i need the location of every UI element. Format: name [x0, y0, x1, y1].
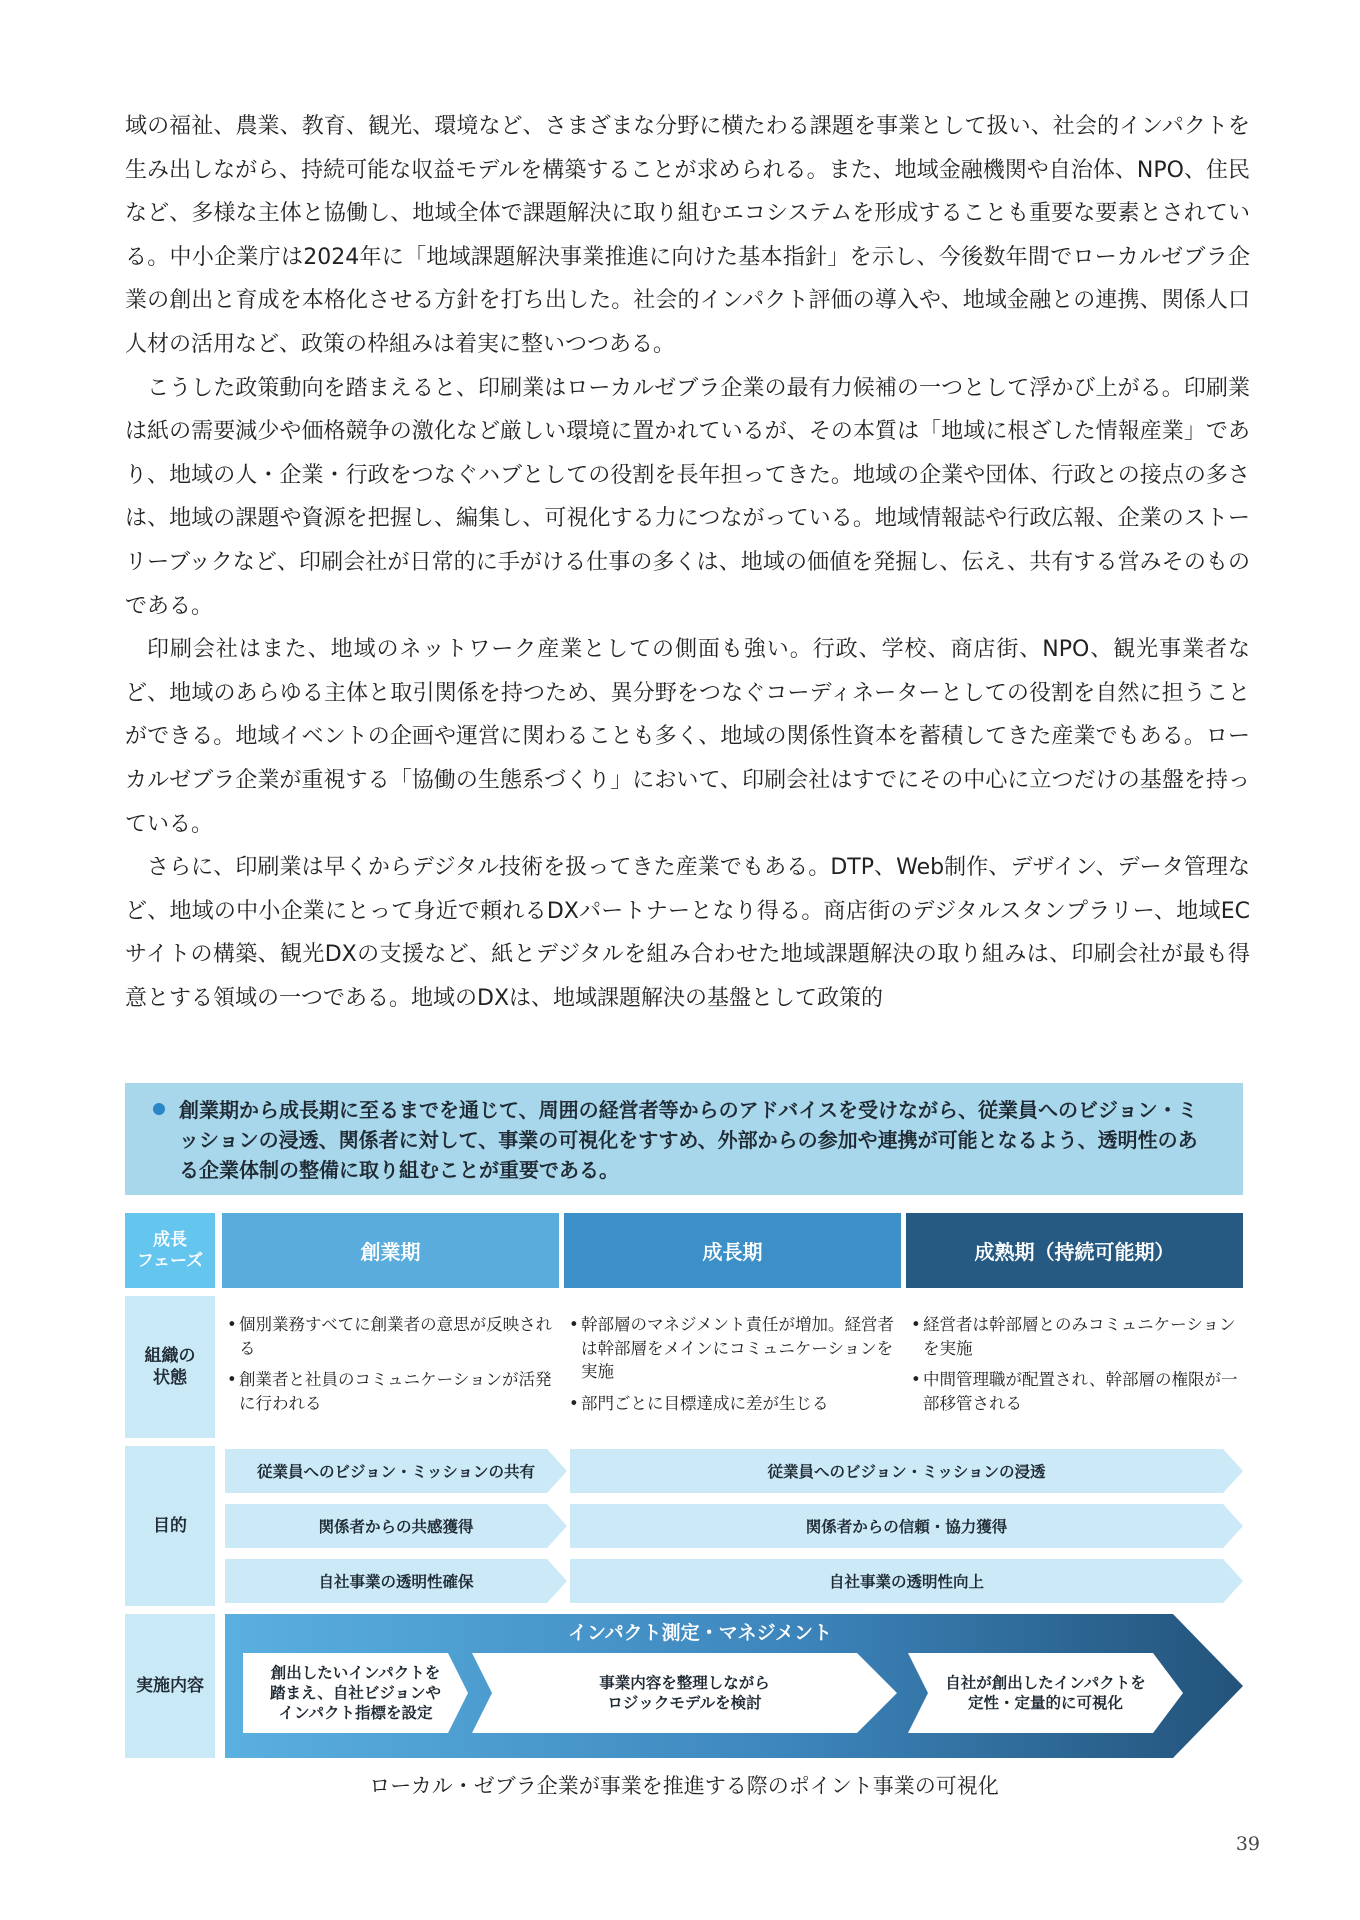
growth-phase-diagram — [125, 1213, 1243, 1758]
purpose-text: 自社事業の透明性向上 — [828, 1573, 984, 1591]
phase-header-founding: 創業期 — [222, 1213, 559, 1288]
paragraph-1: 域の福祉、農業、教育、観光、環境など、さまざまな分野に横たわる課題を事業として扱い、社会的インパクトを生み出しながら、持続可能な収益モデルを構築することが求められる。また、地域金融機関や自治体、NPO、住民など、多様な主体と協働し、地域全体で課題解決に取り組むエコシステムを形成することも重要な要素とされている。中小企業庁は2024年に「地域課題解決事業推進に向けた基本指針」を示し、今後数年間でローカルゼブラ企業の創出と育成を本格化させる方針を打ち出した。社会的インパクト評価の導入や、地域金融との連携、関係人口人材の活用など、政策の枠組みは着実に整いつつある。 — [125, 114, 1250, 357]
impl-step-3 — [908, 1653, 1183, 1733]
purpose-text: 従業員へのビジョン・ミッションの共有 — [256, 1463, 536, 1481]
page-number: 39 — [1235, 1833, 1260, 1855]
list-item: • 部門ごとに目標達成に差が生じる — [569, 1392, 897, 1416]
paragraph-4: さらに、印刷業は早くからデジタル技術を扱ってきた産業でもある。DTP、Web制作、デザイン、データ管理など、地域の中小企業にとって身近で頼れるDXパートナーとなり得る。商店街のデジタルスタンプラリー、地域ECサイトの構築、観光DXの支援など、紙とデジタルを組み合わせた地域課題解決の取り組みは、印刷会社が最も得意とする領域の一つである。地域のDXは、地域課題解決の基盤として政策的 — [125, 855, 1250, 1011]
summary-note — [125, 1083, 1243, 1195]
purpose-text: 従業員へのビジョン・ミッションの浸透 — [767, 1463, 1046, 1481]
impl-step-text: 事業内容を整理しながら ロジックモデルを検討 — [599, 1674, 770, 1712]
purpose-arrow-later-2 — [570, 1504, 1243, 1548]
phase-header-mature: 成熟期（持続可能期） — [906, 1213, 1243, 1288]
purpose-arrow-founding-1 — [225, 1449, 567, 1493]
purpose-arrow-later-3 — [570, 1559, 1243, 1603]
figure-caption: ローカル・ゼブラ企業が事業を推進する際のポイント事業の可視化 — [369, 1774, 999, 1798]
purpose-text: 関係者からの信頼・協力獲得 — [805, 1518, 1008, 1536]
list-item: • 経営者は幹部層とのみコミュニケーションを実施 — [911, 1313, 1239, 1360]
org-founding-bullets — [227, 1313, 555, 1423]
impl-step-text: 創出したいインパクトを 踏まえ、自社ビジョンや インパクト指標を設定 — [269, 1664, 442, 1722]
row-label-organization: 組織の 状態 — [125, 1296, 215, 1438]
org-growth-bullets — [569, 1313, 897, 1423]
list-item: • 幹部層のマネジメント責任が増加。経営者は幹部層をメインにコミュニケーションを実施 — [569, 1313, 897, 1384]
purpose-arrow-later-1 — [570, 1449, 1243, 1493]
row-label-implementation: 実施内容 — [125, 1614, 215, 1758]
list-item: • 中間管理職が配置され、幹部層の権限が一部移管される — [911, 1368, 1239, 1415]
impl-step-2 — [472, 1653, 897, 1733]
purpose-text: 自社事業の透明性確保 — [318, 1573, 474, 1591]
list-item: • 個別業務すべてに創業者の意思が反映される — [227, 1313, 555, 1360]
impl-step-1 — [243, 1653, 468, 1733]
bullet-dot-icon — [153, 1103, 165, 1115]
impl-step-text: 自社が創出したインパクトを 定性・定量的に可視化 — [945, 1674, 1146, 1712]
row-label-purpose: 目的 — [125, 1446, 215, 1606]
phase-label: 成長 フェーズ — [125, 1213, 215, 1288]
org-mature-bullets — [911, 1313, 1239, 1423]
summary-note-text: 創業期から成長期に至るまでを通じて、周囲の経営者等からのアドバイスを受けながら、従業員へのビジョン・ミッションの浸透、関係者に対して、事業の可視化をすすめ、外部からの参加や連携が可能となるよう、透明性のある企業体制の整備に取り組むことが重要である。 — [179, 1098, 1198, 1182]
purpose-text: 関係者からの共感獲得 — [318, 1518, 474, 1536]
phase-header-growth: 成長期 — [564, 1213, 901, 1288]
purpose-arrow-founding-3 — [225, 1559, 567, 1603]
purpose-arrow-founding-2 — [225, 1504, 567, 1548]
body-text — [125, 105, 1250, 1020]
impact-banner-label: インパクト測定・マネジメント — [567, 1621, 833, 1644]
list-item: • 創業者と社員のコミュニケーションが活発に行われる — [227, 1368, 555, 1415]
paragraph-3: 印刷会社はまた、地域のネットワーク産業としての側面も強い。行政、学校、商店街、NPO、観光事業者など、地域のあらゆる主体と取引関係を持つため、異分野をつなぐコーディネーターとしての役割を自然に担うことができる。地域イベントの企画や運営に関わることも多く、地域の関係性資本を蓄積してきた産業でもある。ローカルゼブラ企業が重視する「協働の生態系づくり」において、印刷会社はすでにその中心に立つだけの基盤を持っている。 — [125, 637, 1250, 837]
paragraph-2: こうした政策動向を踏まえると、印刷業はローカルゼブラ企業の最有力候補の一つとして浮かび上がる。印刷業は紙の需要減少や価格競争の激化など厳しい環境に置かれているが、その本質は「地域に根ざした情報産業」であり、地域の人・企業・行政をつなぐハブとしての役割を長年担ってきた。地域の企業や団体、行政との接点の多さは、地域の課題や資源を把握し、編集し、可視化する力につながっている。地域情報誌や行政広報、企業のストーリーブックなど、印刷会社が日常的に手がける仕事の多くは、地域の価値を発掘し、伝え、共有する営みそのものである。 — [125, 375, 1250, 619]
